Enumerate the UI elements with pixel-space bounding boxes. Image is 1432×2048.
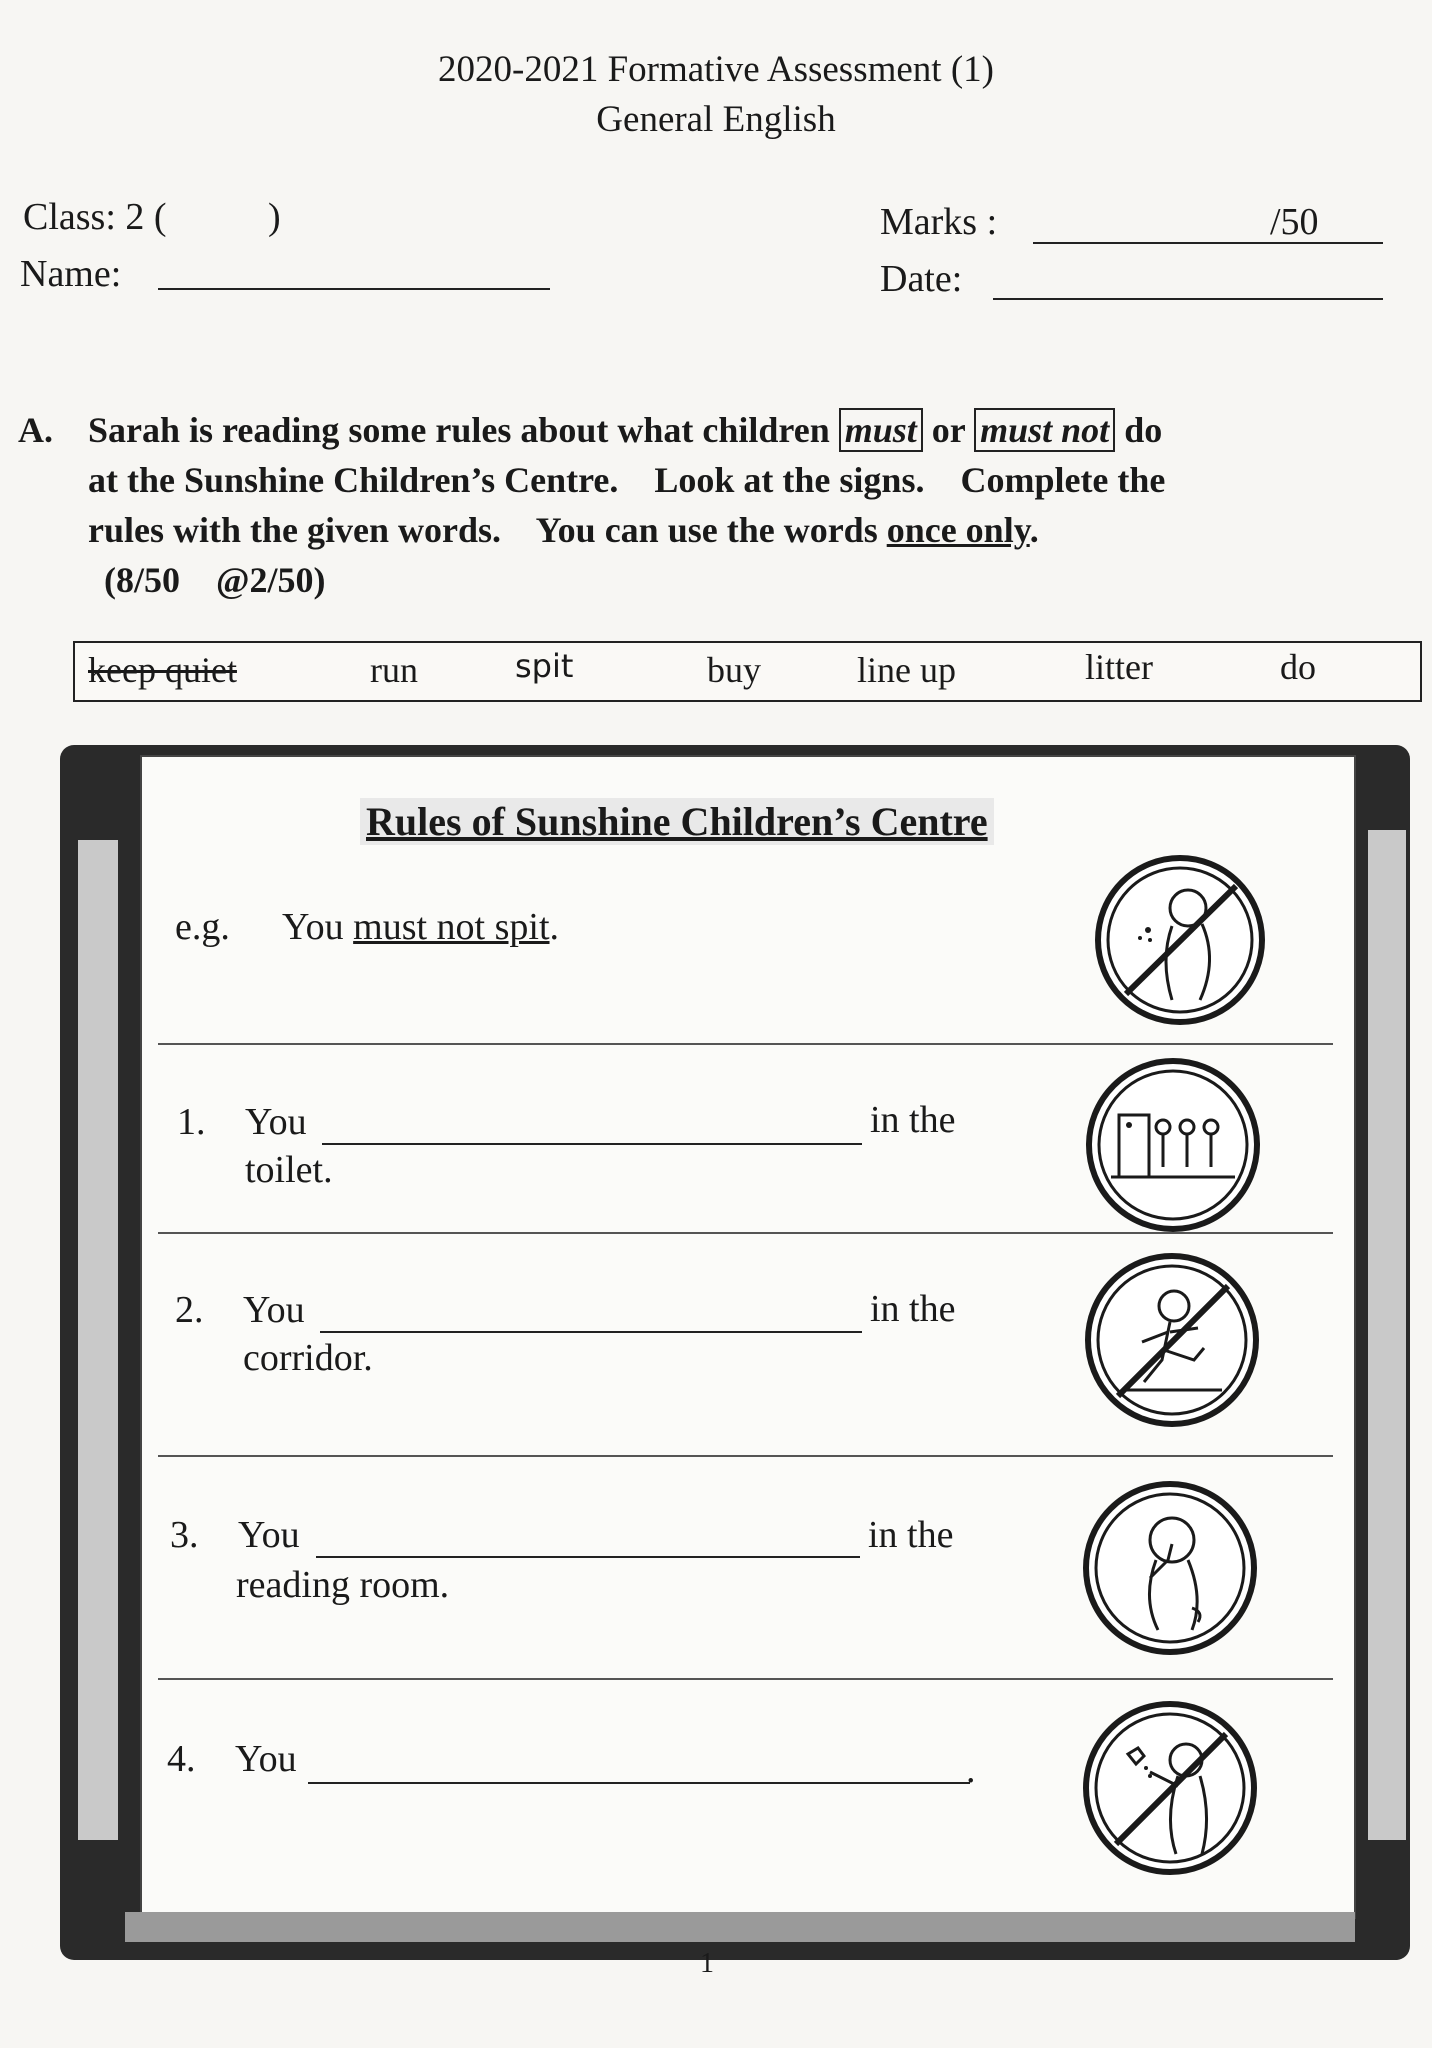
- answer-blank-1[interactable]: [322, 1143, 862, 1145]
- marks-note: (8/50 @2/50): [104, 560, 326, 600]
- question-text: Sarah is reading some rules about what children: [88, 410, 830, 450]
- item-place: corridor.: [243, 1337, 373, 1379]
- marks-total: /50: [1270, 201, 1319, 243]
- example-answer: must not spit: [353, 906, 550, 948]
- example-sentence: [282, 905, 559, 949]
- word-bank-item: run: [370, 650, 418, 690]
- must-box: must: [839, 408, 923, 452]
- item-number: 2.: [175, 1289, 204, 1331]
- item-after: in the: [870, 1099, 956, 1141]
- question-text-line-3: [88, 505, 1039, 555]
- must-not-box: must not: [974, 408, 1115, 452]
- rules-title: Rules of Sunshine Children’s Centre: [360, 798, 994, 845]
- word-bank-item: spit: [515, 647, 574, 685]
- no-spitting-sign-icon: [1090, 850, 1270, 1030]
- item-after: in the: [868, 1514, 954, 1556]
- or-word: or: [931, 410, 966, 450]
- marks-label: Marks :: [880, 201, 998, 243]
- item-you: You: [243, 1289, 305, 1331]
- worksheet-title: 2020-2021 Formative Assessment (1): [438, 49, 994, 90]
- item-you: You: [245, 1101, 307, 1143]
- item-number: 4.: [167, 1738, 196, 1780]
- answer-blank-4[interactable]: [308, 1782, 970, 1784]
- word-bank-item: line up: [857, 650, 956, 690]
- name-label: Name:: [20, 253, 122, 295]
- once-only-text: once only: [886, 510, 1030, 550]
- notice-board-edge-right: [1368, 830, 1406, 1840]
- class-label: Class: 2 (: [23, 196, 167, 238]
- notice-board-ledge: [125, 1912, 1355, 1942]
- answer-blank-3[interactable]: [316, 1556, 860, 1558]
- class-close-paren: ): [268, 196, 281, 238]
- page-number: 1: [700, 1948, 714, 1979]
- item-you: You: [238, 1514, 300, 1556]
- keep-quiet-sign-icon: [1080, 1478, 1260, 1658]
- no-littering-sign-icon: [1080, 1698, 1260, 1878]
- row-divider: [158, 1455, 1333, 1457]
- date-label: Date:: [880, 258, 963, 300]
- example-period: .: [549, 906, 560, 948]
- example-you: You: [282, 906, 344, 948]
- item-place: toilet.: [245, 1149, 333, 1191]
- question-letter: A.: [18, 410, 53, 450]
- question-text-line-1: [88, 405, 1162, 455]
- question-text-line-2: at the Sunshine Children’s Centre. Look at the signs. Complete the: [88, 460, 1166, 500]
- notice-board-edge-left: [78, 840, 118, 1840]
- date-field[interactable]: [993, 298, 1383, 300]
- word-bank-item: keep quiet: [88, 650, 237, 690]
- word-bank-item: litter: [1085, 647, 1153, 687]
- question-line-3-text: rules with the given words. You can use the words: [88, 510, 878, 550]
- item-place: reading room.: [236, 1564, 450, 1606]
- question-period: .: [1029, 510, 1039, 550]
- answer-blank-2[interactable]: [320, 1331, 862, 1333]
- row-divider: [158, 1678, 1333, 1680]
- example-label: e.g.: [175, 906, 230, 948]
- item-number: 3.: [170, 1514, 199, 1556]
- do-word: do: [1124, 410, 1163, 450]
- no-running-sign-icon: [1082, 1250, 1262, 1430]
- name-field[interactable]: [158, 288, 550, 290]
- row-divider: [158, 1043, 1333, 1045]
- word-bank-item: do: [1280, 647, 1316, 687]
- item-end-period: .: [966, 1749, 976, 1791]
- word-bank: [73, 641, 1422, 702]
- item-after: in the: [870, 1288, 956, 1330]
- line-up-sign-icon: [1083, 1055, 1263, 1235]
- word-bank-item: buy: [707, 650, 761, 690]
- marks-field[interactable]: [1033, 242, 1383, 244]
- item-you: You: [235, 1738, 297, 1780]
- item-number: 1.: [177, 1101, 206, 1143]
- worksheet-subtitle: General English: [596, 99, 836, 140]
